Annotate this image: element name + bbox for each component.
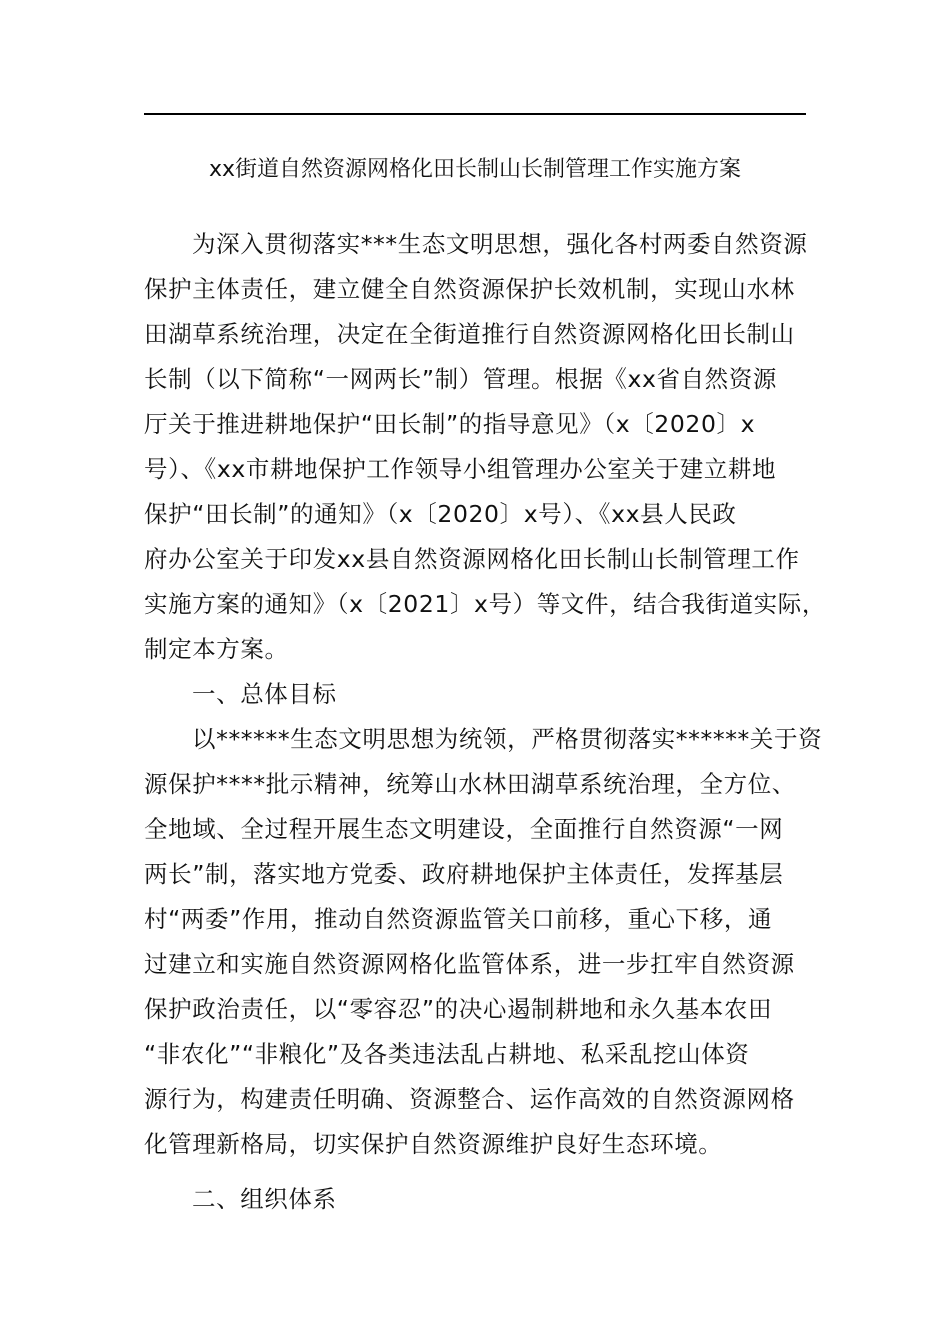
spacer [144,1167,824,1177]
paragraph-line: 全地域、全过程开展生态文明建设，全面推行自然资源“一网 [144,815,784,843]
paragraph-line: 长制（以下简称“一网两长”制）管理。根据《xx省自然资源 [144,365,777,393]
paragraph-line: 号）、《xx市耕地保护工作领导小组管理办公室关于建立耕地 [144,455,777,483]
paragraph-line: 田湖草系统治理，决定在全街道推行自然资源网格化田长制山 [144,320,795,348]
section-heading: 一、总体目标 [192,680,337,708]
section-heading: 二、组织体系 [192,1185,337,1213]
paragraph-line: 厅关于推进耕地保护“田长制”的指导意见》（x〔2020〕x [144,410,756,438]
paragraph-line: 源行为，构建责任明确、资源整合、运作高效的自然资源网格 [144,1085,795,1113]
paragraph-line: 保护“田长制”的通知》（x〔2020〕x号）、《xx县人民政 [144,500,737,528]
paragraph-line: 制定本方案。 [144,635,289,663]
paragraph-line: 过建立和实施自然资源网格化监管体系，进一步扛牢自然资源 [144,950,795,978]
paragraph-line: 村“两委”作用，推动自然资源监管关口前移，重心下移，通 [144,905,773,933]
paragraph-line: 府办公室关于印发xx县自然资源网格化田长制山长制管理工作 [144,545,800,573]
paragraph-line: 保护主体责任，建立健全自然资源保护长效机制，实现山水林 [144,275,795,303]
paragraph-line: “非农化”“非粮化”及各类违法乱占耕地、私采乱挖山体资 [144,1040,750,1068]
header-rule [144,113,806,115]
document-body [144,222,824,1222]
paragraph-line: 实施方案的通知》（x〔2021〕x号）等文件，结合我街道实际， [144,590,826,618]
document-title: xx街道自然资源网格化田长制山长制管理工作实施方案 [208,157,742,182]
paragraph-line: 保护政治责任，以“零容忍”的决心遏制耕地和永久基本农田 [144,995,773,1023]
paragraph-line: 以******生态文明思想为统领，严格贯彻落实******关于资 [192,725,823,753]
paragraph-line: 源保护****批示精神，统筹山水林田湖草系统治理，全方位、 [144,770,796,798]
paragraph-line: 两长”制，落实地方党委、政府耕地保护主体责任，发挥基层 [144,860,784,888]
paragraph-line: 化管理新格局，切实保护自然资源维护良好生态环境。 [144,1130,723,1158]
paragraph-line: 为深入贯彻落实***生态文明思想，强化各村两委自然资源 [192,230,808,258]
